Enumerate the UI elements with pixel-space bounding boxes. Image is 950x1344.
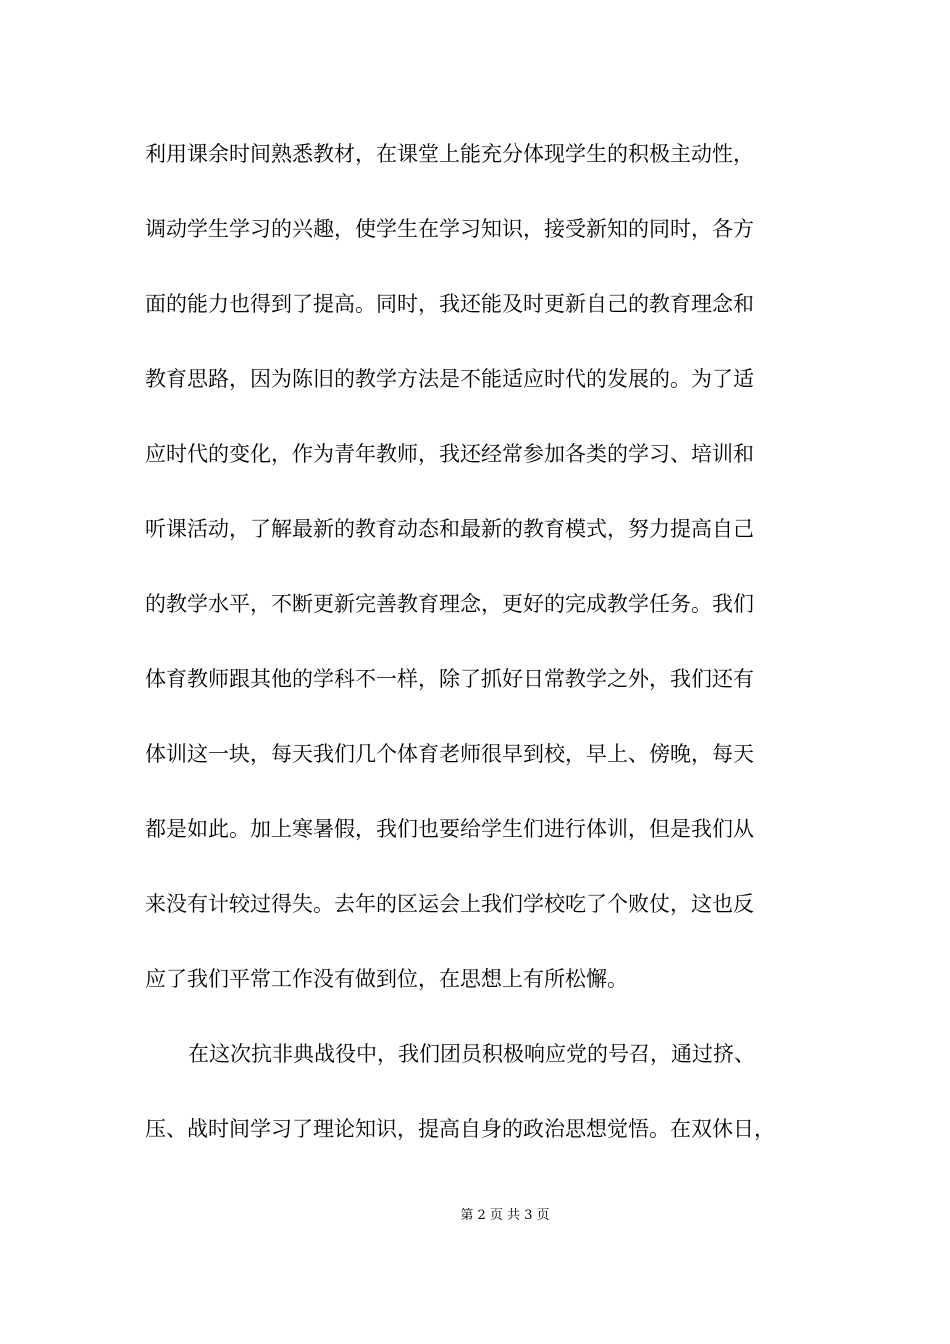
page-number-footer: 第 2 页 共 3 页 — [460, 1208, 550, 1223]
text-line: 面的能力也得到了提高。同时，我还能及时更新自己的教育理念和 — [145, 292, 754, 316]
text-line: 应时代的变化，作为青年教师，我还经常参加各类的学习、培训和 — [145, 442, 754, 466]
text-line: 利用课余时间熟悉教材，在课堂上能充分体现学生的积极主动性， — [145, 142, 754, 166]
paragraph-first-line: 在这次抗非典战役中，我们团员积极响应党的号召，通过挤、 — [188, 1042, 755, 1066]
text-line: 体育教师跟其他的学科不一样，除了抓好日常教学之外，我们还有 — [145, 667, 754, 691]
text-line: 听课活动，了解最新的教育动态和最新的教育模式，努力提高自己 — [145, 517, 754, 541]
text-line: 的教学水平，不断更新完善教育理念，更好的完成教学任务。我们 — [145, 592, 754, 616]
text-line: 体训这一块，每天我们几个体育老师很早到校，早上、傍晚，每天 — [145, 742, 754, 766]
text-line: 压、战时间学习了理论知识，提高自身的政治思想觉悟。在双休日， — [145, 1117, 775, 1141]
text-line: 都是如此。加上寒暑假，我们也要给学生们进行体训，但是我们从 — [145, 817, 754, 841]
text-line: 应了我们平常工作没有做到位，在思想上有所松懈。 — [145, 967, 628, 991]
text-line: 教育思路，因为陈旧的教学方法是不能适应时代的发展的。为了适 — [145, 367, 754, 391]
text-line: 来没有计较过得失。去年的区运会上我们学校吃了个败仗，这也反 — [145, 892, 754, 916]
text-line: 调动学生学习的兴趣，使学生在学习知识，接受新知的同时，各方 — [145, 217, 754, 241]
